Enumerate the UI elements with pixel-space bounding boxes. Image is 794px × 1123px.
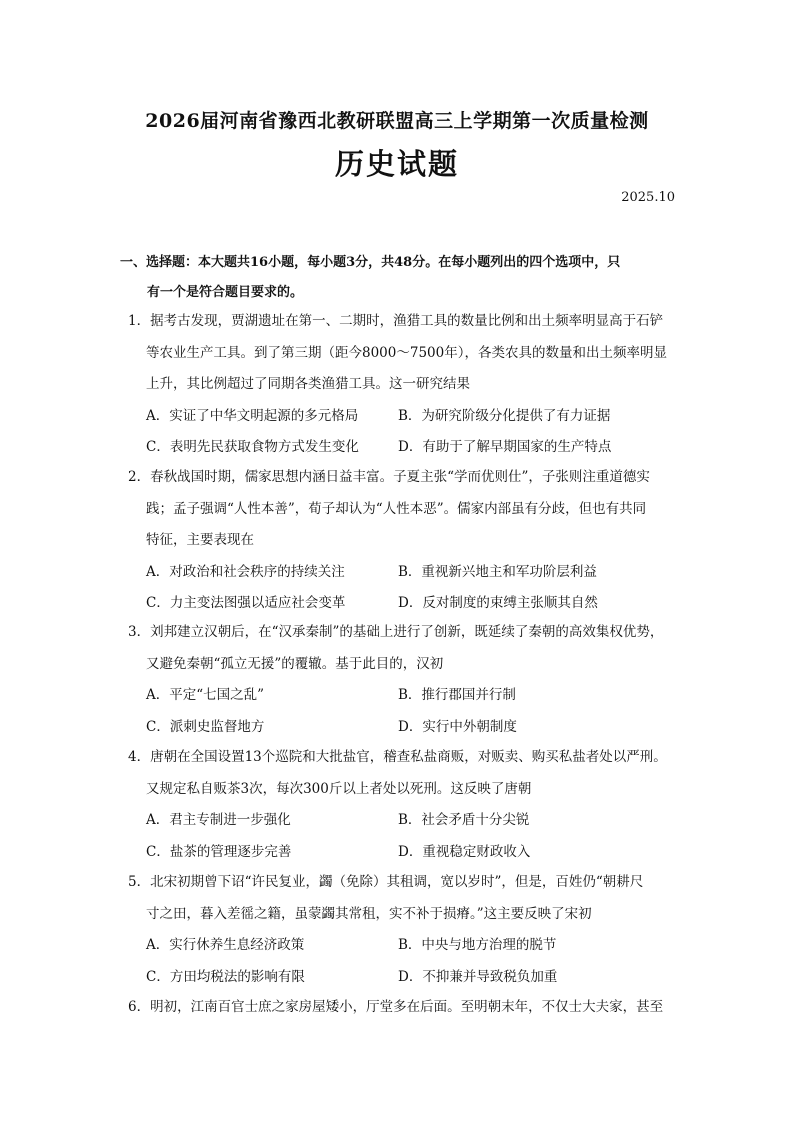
exam-date: 2025.10: [621, 190, 675, 205]
option-b[interactable]: B．为研究阶级分化提供了有力证据: [398, 407, 611, 424]
options-row: [128, 680, 688, 712]
question-6: [128, 992, 688, 1024]
question-1: [128, 306, 688, 464]
option-d[interactable]: D．实行中外朝制度: [398, 718, 517, 735]
option-a[interactable]: A．实证了中华文明起源的多元格局: [146, 407, 359, 424]
question-text-line: 1．据考古发现，贾湖遗址在第一、二期时，渔猎工具的数量比例和出土频率明显高于石铲: [128, 313, 664, 329]
question-2: [128, 462, 688, 620]
question-text-line: 5．北宋初期曾下诏“许民复业，蠲（免除）其租调，宽以岁时”，但是，百姓仍“朝耕尺: [128, 874, 644, 890]
option-b[interactable]: B．中央与地方治理的脱节: [398, 937, 557, 953]
question-text-line: 3．刘邦建立汉朝后，在“汉承秦制”的基础上进行了创新，既延续了秦朝的高效集权优势，: [128, 624, 664, 640]
option-d[interactable]: D．重视稳定财政收入: [398, 843, 531, 860]
option-c[interactable]: C．表明先民获取食物方式发生变化: [146, 439, 359, 455]
options-row: [128, 805, 688, 837]
option-c[interactable]: C．力主变法图强以适应社会变革: [146, 595, 346, 611]
options-row: [128, 962, 688, 994]
section-heading-line-2: 有一个是符合题目要求的。: [147, 285, 304, 300]
question-text-line: 又规定私自贩茶3次，每次300斤以上者处以死刑。这反映了唐朝: [146, 780, 532, 797]
question-text-line: 上升，其比例超过了同期各类渔猎工具。这一研究结果: [146, 376, 470, 392]
question-3: [128, 617, 688, 743]
options-row: [128, 588, 688, 620]
option-c[interactable]: C．盐茶的管理逐步完善: [146, 843, 292, 860]
options-row: [128, 837, 688, 869]
option-b[interactable]: B．社会矛盾十分尖锐: [398, 812, 530, 828]
section-heading: [120, 248, 685, 308]
option-d[interactable]: D．反对制度的束缚主张顺其自然: [398, 595, 598, 611]
option-a[interactable]: A．君主专制进一步强化: [146, 812, 291, 828]
option-a[interactable]: A．对政治和社会秩序的持续关注: [146, 563, 345, 580]
question-text-line: 等农业生产工具。到了第三期（距今8000～7500年），各类农具的数量和出土频率明显: [146, 344, 667, 361]
exam-title: 2026届河南省豫西北教研联盟高三上学期第一次质量检测: [145, 110, 649, 132]
options-row: [128, 712, 688, 744]
exam-subject-title: 历史试题: [334, 147, 459, 181]
options-row: [128, 930, 688, 962]
option-b[interactable]: B．重视新兴地主和军功阶层利益: [398, 563, 597, 580]
option-d[interactable]: D．有助于了解早期国家的生产特点: [398, 439, 612, 455]
option-b[interactable]: B．推行郡国并行制: [398, 687, 516, 703]
question-text-line: 2．春秋战国时期，儒家思想内涵日益丰富。子夏主张“学而优则仕”，子张则注重道德实: [128, 469, 650, 485]
question-text-line: 又避免秦朝“孤立无援”的覆辙。基于此目的，汉初: [146, 655, 444, 672]
question-text-line: 践；孟子强调“人性本善”，荀子却认为“人性本恶”。儒家内部虽有分歧，但也有共同: [146, 500, 647, 517]
option-a[interactable]: A．实行休养生息经济政策: [146, 937, 305, 953]
question-4: [128, 742, 688, 868]
question-text-line: 寸之田，暮入差徭之籍，虽蒙蠲其常租，实不补于损瘠。”这主要反映了宋初: [146, 905, 592, 922]
question-text-line: 4．唐朝在全国设置13个巡院和大批盐官，稽查私盐商贩，对贩卖、购买私盐者处以严刑。: [128, 749, 667, 765]
question-text-line: 6．明初，江南百官士庶之家房屋矮小，厅堂多在后面。至明朝末年，不仅士大夫家，甚至: [128, 999, 664, 1015]
option-c[interactable]: C．派刺史监督地方: [146, 718, 265, 735]
option-a[interactable]: A．平定“七国之乱”: [146, 687, 265, 703]
option-d[interactable]: D．不抑兼并导致税负加重: [398, 968, 558, 985]
options-row: [128, 401, 688, 433]
options-row: [128, 432, 688, 464]
options-row: [128, 557, 688, 589]
option-c[interactable]: C．方田均税法的影响有限: [146, 968, 305, 985]
question-5: [128, 867, 688, 993]
section-heading-line-1: 一、选择题：本大题共16小题，每小题3分，共48分。在每小题列出的四个选项中，只: [120, 255, 621, 270]
question-text-line: 特征，主要表现在: [146, 532, 254, 548]
